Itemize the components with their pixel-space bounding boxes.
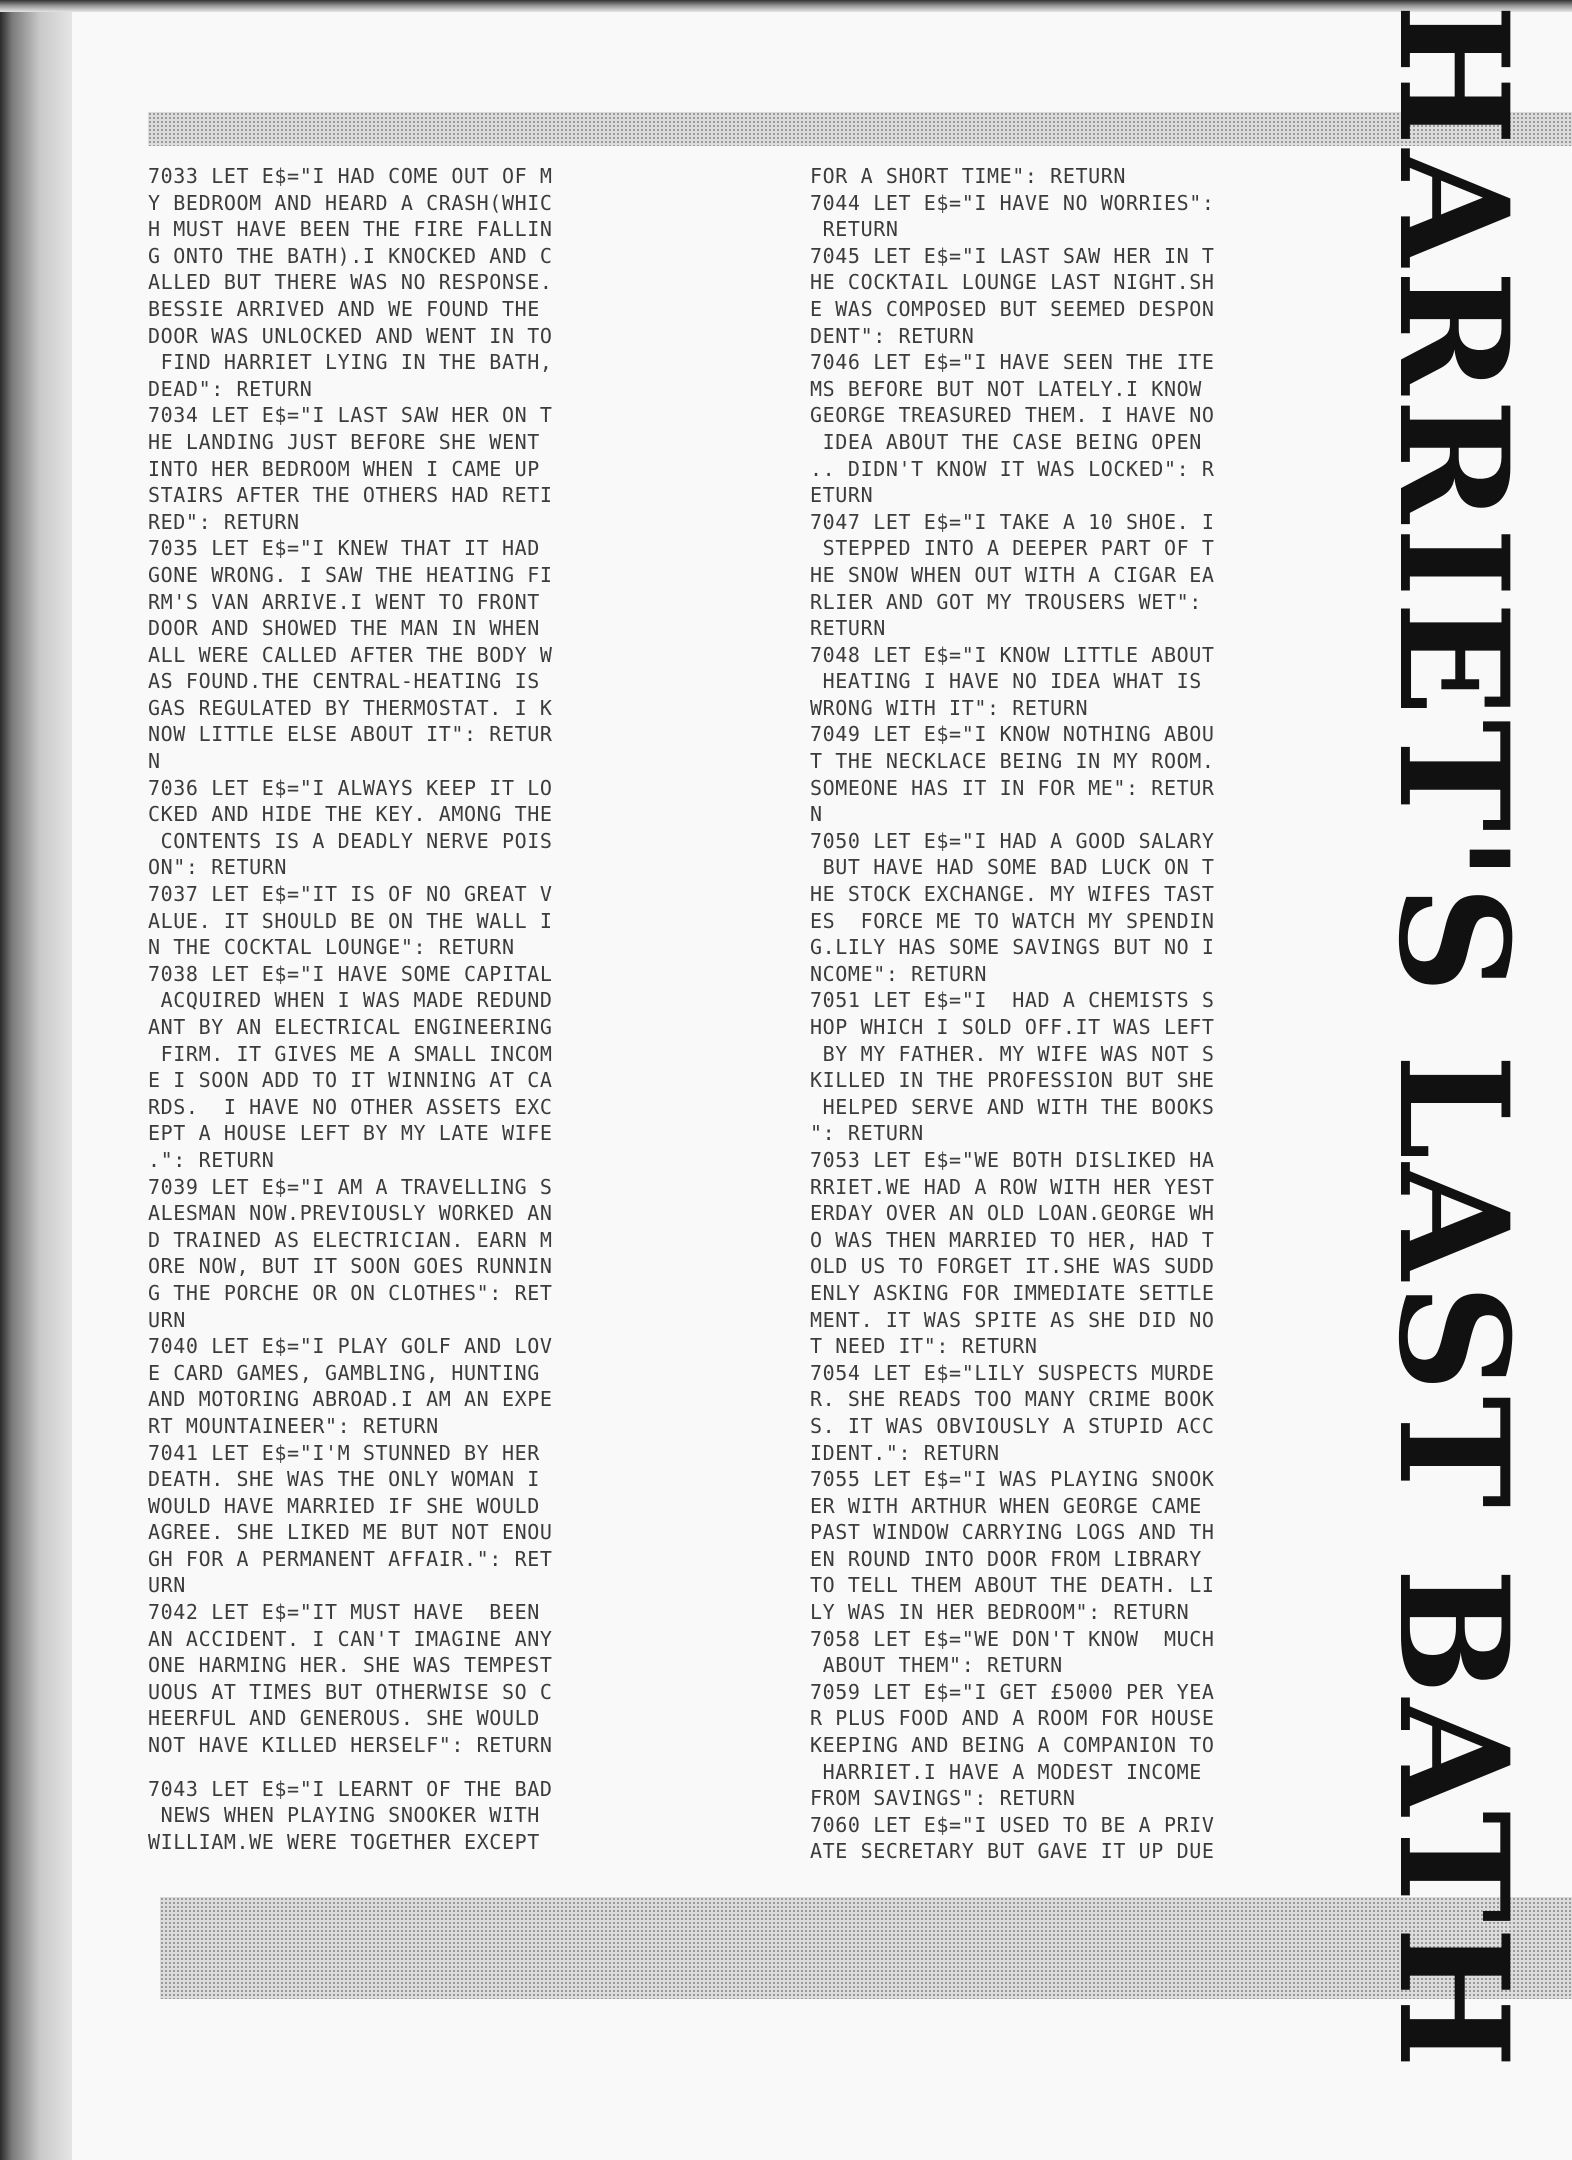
code-line: 7054 LET E$="LILY SUSPECTS MURDE (810, 1360, 1215, 1385)
code-line: HELPED SERVE AND WITH THE BOOKS (810, 1094, 1215, 1119)
code-line: TO TELL THEM ABOUT THE DEATH. LI (810, 1573, 1215, 1598)
code-line: NCOME": RETURN (810, 961, 987, 986)
code-line: BESSIE ARRIVED AND WE FOUND THE (148, 296, 540, 321)
code-line: GAS REGULATED BY THERMOSTAT. I K (148, 695, 553, 720)
code-line: WRONG WITH IT": RETURN (810, 695, 1089, 720)
code-line: HE STOCK EXCHANGE. MY WIFES TAST (810, 882, 1215, 907)
code-line: 7055 LET E$="I WAS PLAYING SNOOK (810, 1467, 1215, 1492)
code-line: RETURN (810, 616, 886, 641)
code-line: FROM SAVINGS": RETURN (810, 1786, 1076, 1811)
code-line: MS BEFORE BUT NOT LATELY.I KNOW (810, 376, 1202, 401)
code-line: 7040 LET E$="I PLAY GOLF AND LOV (148, 1334, 553, 1359)
code-line: MENT. IT WAS SPITE AS SHE DID NO (810, 1307, 1215, 1332)
code-line: 7037 LET E$="IT IS OF NO GREAT V (148, 882, 553, 907)
code-line: DOOR AND SHOWED THE MAN IN WHEN (148, 616, 540, 641)
code-line: E I SOON ADD TO IT WINNING AT CA (148, 1068, 553, 1093)
code-line: 7043 LET E$="I LEARNT OF THE BAD (148, 1776, 553, 1801)
code-line: 7047 LET E$="I TAKE A 10 SHOE. I (810, 509, 1215, 534)
page-gutter-shadow (0, 0, 72, 2160)
code-line: G ONTO THE BATH).I KNOCKED AND C (148, 243, 553, 268)
code-line: GONE WRONG. I SAW THE HEATING FI (148, 562, 553, 587)
code-line: D TRAINED AS ELECTRICIAN. EARN M (148, 1227, 553, 1252)
code-line: N (148, 749, 161, 774)
code-line: 7045 LET E$="I LAST SAW HER IN T (810, 243, 1215, 268)
code-line: 7048 LET E$="I KNOW LITTLE ABOUT (810, 642, 1215, 667)
code-line: ORE NOW, BUT IT SOON GOES RUNNIN (148, 1254, 553, 1279)
code-line: ATE SECRETARY BUT GAVE IT UP DUE (810, 1839, 1215, 1864)
code-line: ALESMAN NOW.PREVIOUSLY WORKED AN (148, 1201, 553, 1226)
code-line: BUT HAVE HAD SOME BAD LUCK ON T (810, 855, 1215, 880)
code-line: 7041 LET E$="I'M STUNNED BY HER (148, 1440, 540, 1465)
code-line: ALLED BUT THERE WAS NO RESPONSE. (148, 270, 553, 295)
code-line: BY MY FATHER. MY WIFE WAS NOT S (810, 1041, 1215, 1066)
listing-left-column (148, 163, 680, 1855)
top-halftone-band (148, 112, 1572, 146)
code-line: GH FOR A PERMANENT AFFAIR.": RET (148, 1546, 553, 1571)
code-line: 7050 LET E$="I HAD A GOOD SALARY (810, 828, 1215, 853)
code-line: FIND HARRIET LYING IN THE BATH, (148, 350, 553, 375)
code-line: ALL WERE CALLED AFTER THE BODY W (148, 642, 553, 667)
code-line: H MUST HAVE BEEN THE FIRE FALLIN (148, 217, 553, 242)
code-line: ERDAY OVER AN OLD LOAN.GEORGE WH (810, 1201, 1215, 1226)
code-line: N THE COCKTAL LOUNGE": RETURN (148, 935, 515, 960)
code-line: HEATING I HAVE NO IDEA WHAT IS (810, 669, 1202, 694)
code-line: NEWS WHEN PLAYING SNOOKER WITH (148, 1803, 540, 1828)
code-line: EN ROUND INTO DOOR FROM LIBRARY (810, 1546, 1202, 1571)
bottom-halftone-band (160, 1897, 1572, 1999)
code-line: HE SNOW WHEN OUT WITH A CIGAR EA (810, 562, 1215, 587)
code-line: RM'S VAN ARRIVE.I WENT TO FRONT (148, 589, 540, 614)
code-line: STEPPED INTO A DEEPER PART OF T (810, 536, 1215, 561)
code-line: .. DIDN'T KNOW IT WAS LOCKED": R (810, 456, 1215, 481)
code-line: 7034 LET E$="I LAST SAW HER ON T (148, 403, 553, 428)
code-line: 7035 LET E$="I KNEW THAT IT HAD (148, 536, 540, 561)
code-line: ONE HARMING HER. SHE WAS TEMPEST (148, 1653, 553, 1678)
page-title: HARRIET'S LAST BATH (1365, 3, 1541, 2073)
code-line: 7038 LET E$="I HAVE SOME CAPITAL (148, 961, 553, 986)
code-line: FOR A SHORT TIME": RETURN (810, 164, 1127, 188)
code-line: ON": RETURN (148, 855, 288, 880)
code-line: 7033 LET E$="I HAD COME OUT OF M (148, 164, 553, 188)
code-line: ENLY ASKING FOR IMMEDIATE SETTLE (810, 1280, 1215, 1305)
code-line: ALUE. IT SHOULD BE ON THE WALL I (148, 908, 553, 933)
code-line: 7060 LET E$="I USED TO BE A PRIV (810, 1812, 1215, 1837)
code-line: WOULD HAVE MARRIED IF SHE WOULD (148, 1493, 540, 1518)
code-line: GEORGE TREASURED THEM. I HAVE NO (810, 403, 1215, 428)
code-line: INTO HER BEDROOM WHEN I CAME UP (148, 456, 540, 481)
code-line: DEAD": RETURN (148, 376, 313, 401)
code-line: 7058 LET E$="WE DON'T KNOW MUCH (810, 1626, 1215, 1651)
code-line: AGREE. SHE LIKED ME BUT NOT ENOU (148, 1520, 553, 1545)
code-line: AND MOTORING ABROAD.I AM AN EXPE (148, 1387, 553, 1412)
code-line: IDEA ABOUT THE CASE BEING OPEN (810, 429, 1202, 454)
code-line: HE COCKTAIL LOUNGE LAST NIGHT.SH (810, 270, 1215, 295)
code-line: FIRM. IT GIVES ME A SMALL INCOM (148, 1041, 553, 1066)
code-line: S. IT WAS OBVIOUSLY A STUPID ACC (810, 1413, 1215, 1438)
code-line: ACQUIRED WHEN I WAS MADE REDUND (148, 988, 553, 1013)
code-line: E WAS COMPOSED BUT SEEMED DESPON (810, 296, 1215, 321)
code-line: G THE PORCHE OR ON CLOTHES": RET (148, 1280, 553, 1305)
code-line: AS FOUND.THE CENTRAL-HEATING IS (148, 669, 540, 694)
code-line: T NEED IT": RETURN (810, 1334, 1038, 1359)
vertical-title (1365, 3, 1541, 2073)
code-line: NOT HAVE KILLED HERSELF": RETURN (148, 1733, 553, 1758)
code-line: IDENT.": RETURN (810, 1440, 1000, 1465)
blank-line (148, 1759, 680, 1776)
code-line: ES FORCE ME TO WATCH MY SPENDIN (810, 908, 1215, 933)
code-line: RRIET.WE HAD A ROW WITH HER YEST (810, 1174, 1215, 1199)
code-line: UOUS AT TIMES BUT OTHERWISE SO C (148, 1679, 553, 1704)
code-line: CONTENTS IS A DEADLY NERVE POIS (148, 828, 553, 853)
code-line: NOW LITTLE ELSE ABOUT IT": RETUR (148, 722, 553, 747)
code-line: SOMEONE HAS IT IN FOR ME": RETUR (810, 775, 1215, 800)
code-line: R. SHE READS TOO MANY CRIME BOOK (810, 1387, 1215, 1412)
code-line: ABOUT THEM": RETURN (810, 1653, 1063, 1678)
code-line: G.LILY HAS SOME SAVINGS BUT NO I (810, 935, 1215, 960)
code-line: AN ACCIDENT. I CAN'T IMAGINE ANY (148, 1626, 553, 1651)
code-line: 7042 LET E$="IT MUST HAVE BEEN (148, 1600, 540, 1625)
code-line: HEERFUL AND GENEROUS. SHE WOULD (148, 1706, 540, 1731)
code-line: CKED AND HIDE THE KEY. AMONG THE (148, 802, 553, 827)
code-line: RED": RETURN (148, 509, 300, 534)
code-line: OLD US TO FORGET IT.SHE WAS SUDD (810, 1254, 1215, 1279)
code-line: E CARD GAMES, GAMBLING, HUNTING (148, 1360, 540, 1385)
code-line: RT MOUNTAINEER": RETURN (148, 1413, 439, 1438)
code-line: 7039 LET E$="I AM A TRAVELLING S (148, 1174, 553, 1199)
code-line: T THE NECKLACE BEING IN MY ROOM. (810, 749, 1215, 774)
code-line: HOP WHICH I SOLD OFF.IT WAS LEFT (810, 1015, 1215, 1039)
code-line: O WAS THEN MARRIED TO HER, HAD T (810, 1227, 1215, 1252)
code-line: HE LANDING JUST BEFORE SHE WENT (148, 429, 540, 454)
code-line: 7053 LET E$="WE BOTH DISLIKED HA (810, 1147, 1215, 1172)
code-line: ETURN (810, 483, 874, 508)
code-line: URN (148, 1573, 186, 1598)
code-line: ER WITH ARTHUR WHEN GEORGE CAME (810, 1493, 1202, 1518)
code-line: URN (148, 1307, 186, 1332)
code-line: RLIER AND GOT MY TROUSERS WET": (810, 589, 1202, 614)
code-line: Y BEDROOM AND HEARD A CRASH(WHIC (148, 190, 553, 215)
code-line: KILLED IN THE PROFESSION BUT SHE (810, 1068, 1215, 1093)
code-line: DENT": RETURN (810, 323, 975, 348)
code-line: ": RETURN (810, 1121, 924, 1146)
code-line: R PLUS FOOD AND A ROOM FOR HOUSE (810, 1706, 1215, 1731)
code-line: WILLIAM.WE WERE TOGETHER EXCEPT (148, 1829, 540, 1854)
code-line: N (810, 802, 823, 827)
code-line: 7059 LET E$="I GET £5000 PER YEA (810, 1679, 1215, 1704)
code-line: ANT BY AN ELECTRICAL ENGINEERING (148, 1015, 553, 1039)
code-line: 7036 LET E$="I ALWAYS KEEP IT LO (148, 775, 553, 800)
code-line: HARRIET.I HAVE A MODEST INCOME (810, 1759, 1202, 1784)
code-line: EPT A HOUSE LEFT BY MY LATE WIFE (148, 1121, 553, 1146)
code-line: RETURN (810, 217, 899, 242)
code-line: DOOR WAS UNLOCKED AND WENT IN TO (148, 323, 553, 348)
page-top-edge (0, 0, 1572, 12)
code-line: KEEPING AND BEING A COMPANION TO (810, 1733, 1215, 1758)
code-line: 7051 LET E$="I HAD A CHEMISTS S (810, 988, 1215, 1013)
code-line: STAIRS AFTER THE OTHERS HAD RETI (148, 483, 553, 508)
code-line: PAST WINDOW CARRYING LOGS AND TH (810, 1520, 1215, 1545)
code-line: 7046 LET E$="I HAVE SEEN THE ITE (810, 350, 1215, 375)
code-line: 7049 LET E$="I KNOW NOTHING ABOU (810, 722, 1215, 747)
code-line: .": RETURN (148, 1147, 275, 1172)
code-line: DEATH. SHE WAS THE ONLY WOMAN I (148, 1467, 540, 1492)
code-line: LY WAS IN HER BEDROOM": RETURN (810, 1600, 1190, 1625)
code-line: 7044 LET E$="I HAVE NO WORRIES": (810, 190, 1215, 215)
code-line: RDS. I HAVE NO OTHER ASSETS EXC (148, 1094, 553, 1119)
listing-right-column (810, 163, 1342, 1865)
